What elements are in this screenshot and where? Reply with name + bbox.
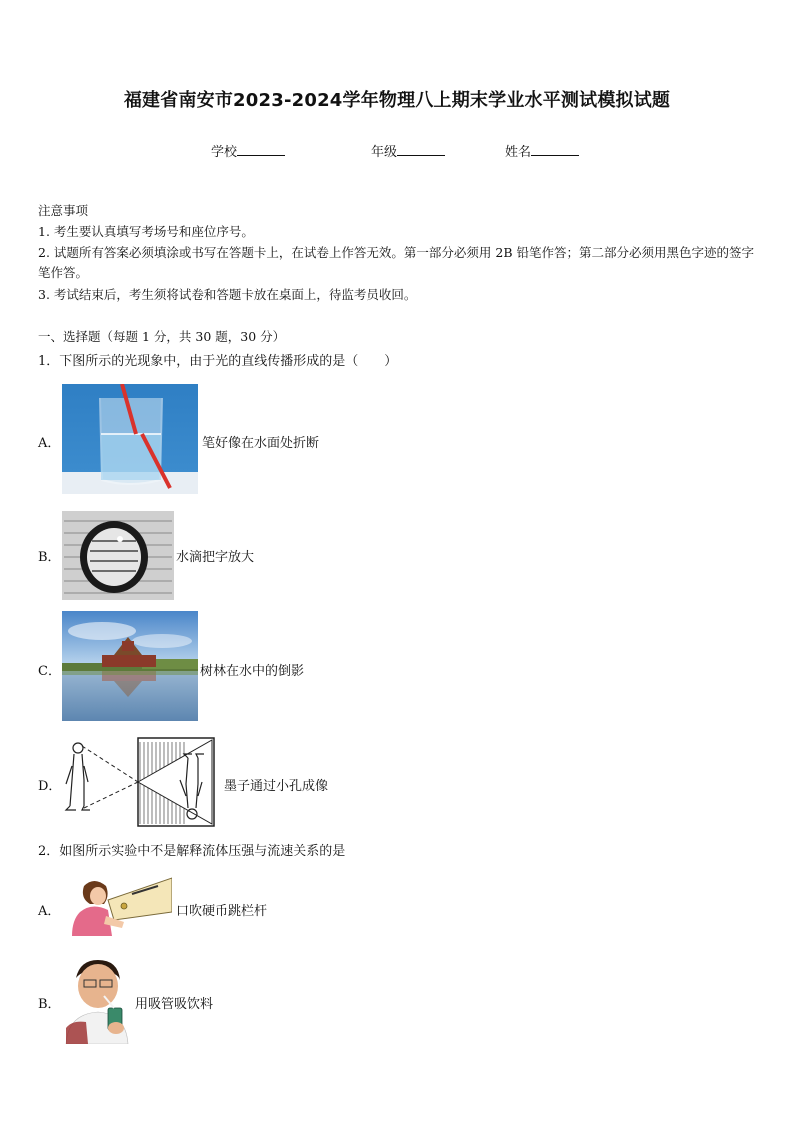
notice-item-1: 1. 考生要认真填写考场号和座位序号。 bbox=[38, 224, 254, 239]
pencil-in-water-photo bbox=[62, 384, 198, 494]
q2-option-a-text: 口吹硬币跳栏杆 bbox=[176, 904, 268, 919]
grade-label: 年级 bbox=[371, 145, 398, 160]
question-1-stem: 1．下图所示的光现象中，由于光的直线传播形成的是（ ） bbox=[38, 354, 398, 369]
q1-option-a-text: 笔好像在水面处折断 bbox=[202, 436, 320, 451]
q1-option-b-text: 水滴把字放大 bbox=[176, 550, 255, 565]
page-title: 福建省南安市2023-2024学年物理八上期末学业水平测试模拟试题 bbox=[123, 90, 671, 111]
q1-option-d-label: D． bbox=[38, 779, 62, 794]
school-label: 学校 bbox=[211, 145, 238, 160]
q1-option-d-text: 墨子通过小孔成像 bbox=[224, 779, 329, 794]
q1-option-a-label: A． bbox=[38, 436, 61, 451]
pinhole-camera-drawing bbox=[62, 736, 218, 828]
q1-option-c-label: C． bbox=[38, 664, 61, 679]
q1-option-b-label: B． bbox=[38, 550, 61, 565]
name-field bbox=[505, 141, 579, 160]
school-blank[interactable] bbox=[237, 143, 285, 156]
grade-blank[interactable] bbox=[397, 143, 445, 156]
name-blank[interactable] bbox=[531, 143, 579, 156]
q1-option-c-text: 树林在水中的倒影 bbox=[200, 664, 305, 679]
notice-item-2: 2. 试题所有答案必须填涂或书写在答题卡上，在试卷上作答无效。第一部分必须用 2B 铅笔作答；第二部分必须用黑色字迹的签字笔作答。 bbox=[38, 245, 754, 280]
q2-option-b-label: B． bbox=[38, 997, 61, 1012]
question-2-stem: 2．如图所示实验中不是解释流体压强与流速关系的是 bbox=[38, 844, 346, 859]
water-drop-magnifier-photo bbox=[62, 511, 174, 600]
forbidden-city-reflection-photo bbox=[62, 611, 198, 721]
name-label: 姓名 bbox=[505, 145, 532, 160]
blow-coin-drawing bbox=[62, 872, 172, 942]
q2-option-a-label: A． bbox=[38, 904, 61, 919]
notice-title: 注意事项 bbox=[38, 203, 89, 218]
straw-drinking-photo bbox=[62, 958, 132, 1044]
grade-field bbox=[371, 141, 445, 160]
school-field bbox=[211, 141, 285, 160]
section-heading: 一、选择题（每题 1 分，共 30 题，30 分） bbox=[38, 329, 286, 344]
notice-item-3: 3. 考试结束后，考生须将试卷和答题卡放在桌面上，待监考员收回。 bbox=[38, 287, 417, 302]
q2-option-b-text: 用吸管吸饮料 bbox=[135, 997, 214, 1012]
